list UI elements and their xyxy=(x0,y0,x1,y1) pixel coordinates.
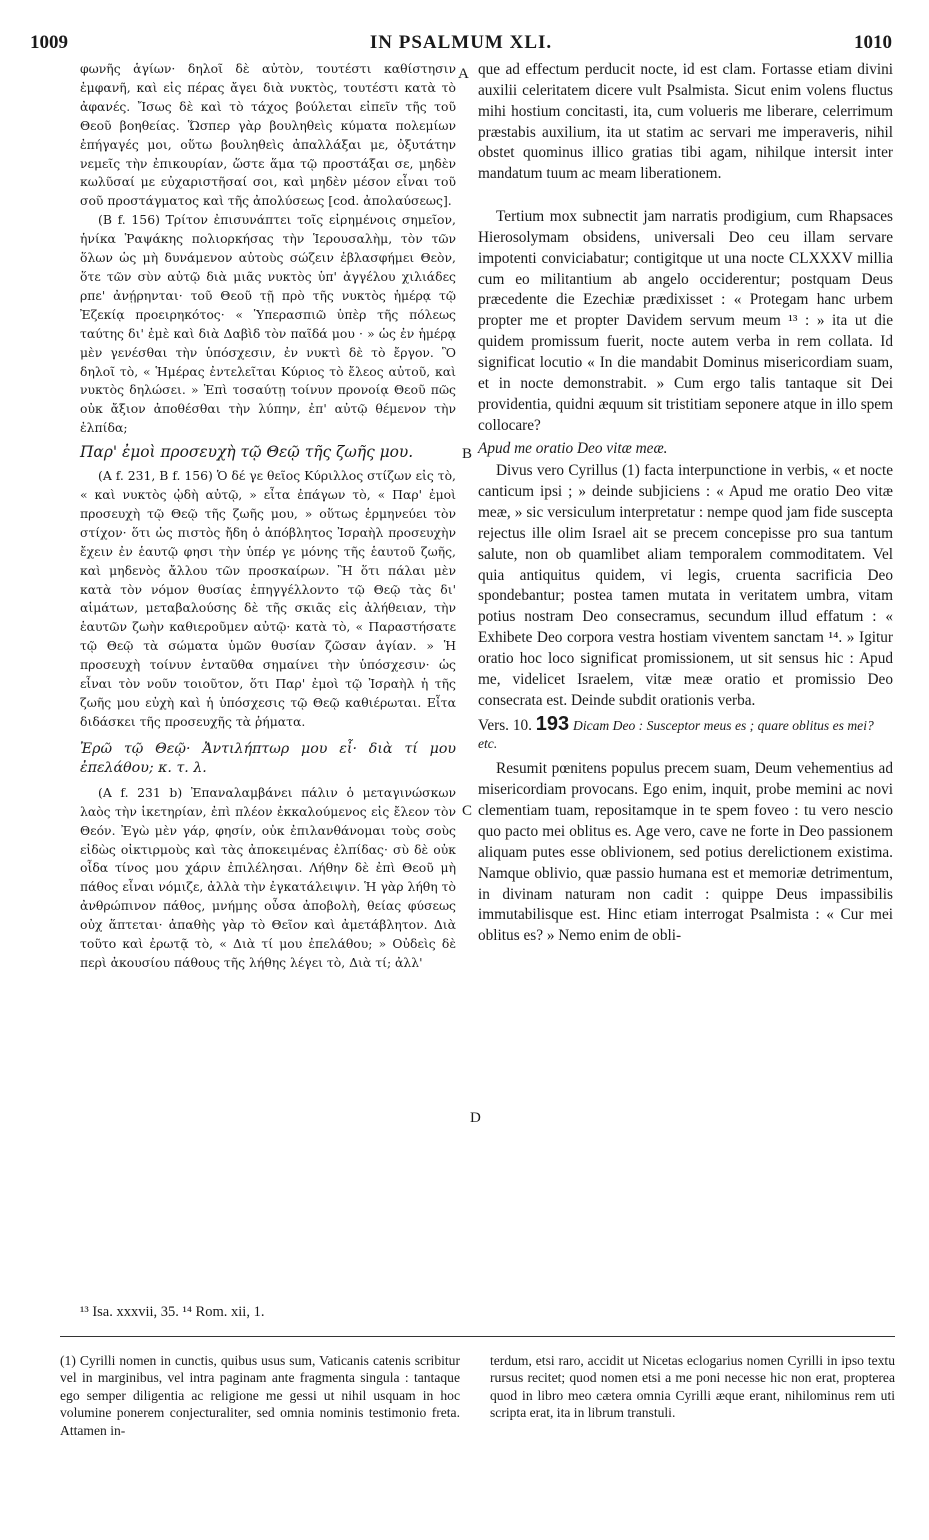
verse-label: Vers. 10. xyxy=(478,717,532,735)
note-left-column xyxy=(60,1352,460,1439)
scripture-references: ¹³ Isa. xxxvii, 35. ¹⁴ Rom. xii, 1. xyxy=(80,1304,265,1320)
left-page-number: 1009 xyxy=(30,32,68,53)
notes-divider xyxy=(60,1336,895,1337)
greek-paragraph-4: (A f. 231 b) Ἐπαναλαμβάνει πάλιν ὁ μεταγινώσκων λαὸς τὴν ἱκετηρίαν, ἐπὶ πλέον ἐκκαλούμενος εἰς ἔλεον τὸν Θεόν. Ἐγὼ μὲν γάρ, φησίν, οὐκ ἐπιλανθάνομαι τοὺς σοὺς εἰδὼς οἰκτιρμοὺς καὶ τὰς ἀποκειμένας ἐλπίδας· σὺ δὲ οὐκ οἶδα τίνος μου χάριν ἐπιλέλησαι. Λήθην δὲ ἐπὶ Θεοῦ μὴ πάθος εἶναι νόμιζε, ἀλλὰ τὴν ἐγκατάλειψιν. Ἡ γὰρ λήθη τὸ ἀνθρώπινον πάθος, μνήμης οὖσα ἀποβολὴ, θείας φύσεως οὐχ ἅπτεται· ἀπαθὴς γὰρ τὸ Θεῖον καὶ ἀμετάβλητον. Διὰ τοῦτο καὶ ἐρωτᾷ τὸ, « Διὰ τί μου ἐπελάθου; » Οὐδεὶς δὲ περὶ ἀκουσίου πάθους τῆς λήθης λέγει τὸ, Διὰ τί; ἀλλ' xyxy=(80,784,456,970)
note-right-column xyxy=(490,1352,895,1422)
greek-paragraph-3: (A f. 231, B f. 156) Ὁ δέ γε θεῖος Κύριλλος στίζων εἰς τὸ, « καὶ νυκτὸς ᾠδὴ αὐτῷ, » εἶτα ἐπάγων τὸ, « Παρ' ἐμοὶ προσευχὴ τῷ Θεῷ τῆς ζωῆς μου, » οὕτως ἑρμηνεύει τὸν στίχον· ὅτι ὡς πιστὸς ἤδη ὁ ἀπόβλητος Ἰσραὴλ προσευχὴν ἔχειν ἐν ἑαυτῷ φησι τὴν ὑπέρ γε μόνης τῆς ἑαυτοῦ ζωῆς, καὶ μηδενὸς ἄλλου τῶν προσκαίρων. Ἢ ὅτι πάλαι μὲν κατὰ τὸν νόμον θυσίας ἐπηγγέλλοντο τῷ Θεῷ τὰς δι' αἱμάτων, μεταβαλούσης δὲ τῆς σκιᾶς εἰς ἀλήθειαν, τὴν ἑαυτῶν ζωὴν καθιεροῦμεν αὐτῷ· κατὰ τὸ, « Παραστήσατε τῷ Θεῷ τὰ σώματα ὑμῶν θυσίαν ζῶσαν ἁγίαν. » Ἡ προσευχὴ τοίνυν ἐνταῦθα σημαίνει τὴν ὑπόσχεσιν· ὡς εἶναι τὸν νοῦν τοιοῦτον, ὅτι Παρ' ἐμοὶ τῷ Ἰσραὴλ ἡ τῆς ζωῆς μου εὐχὴ καὶ ἡ ὑπόσχεσις τῷ Θεῷ καθιέρωται. Εἶτα διδάσκει τῆς προσευχῆς τὰ ῥήματα. xyxy=(80,468,456,729)
verse-text: Dicam Deo : Susceptor meus es ; quare oblitus es mei? etc. xyxy=(478,718,874,752)
greek-paragraph-2: (B f. 156) Τρίτον ἐπισυνάπτει τοῖς εἰρημένοις σημεῖον, ἡνίκα Ῥαψάκης πολιορκήσας τὴν Ἱερουσαλὴμ, τὸν τῶν ὅλων ὡς μὴ δυνάμενον αὐτοὺς σώζειν ἐβλασφήμει Θεὸν, ὅτε τῶν σὺν αὐτῷ διὰ μιᾶς νυκτὸς ὑπ' ἀγγέλου χιλιάδες ρπε' ἀνῄρηνται· τοῦ Θεοῦ τῇ πρὸ τῆς νυκτὸς ἡμέρᾳ τῷ Ἐζεκίᾳ προειρηκότος· « Ὑπερασπιῶ ὑπὲρ τῆς πόλεως ταύτης δι' ἐμὲ καὶ διὰ Δαβὶδ τὸν παῖδά μου · » ὡς ἐν ἡμέρᾳ μὲν γενέσθαι τὴν ὑπόσχεσιν, ἐν νυκτὶ δὲ τὸ ἔργον. Ὃ δηλοῖ τὸ, « Ἡμέρας ἐντελεῖται Κύριος τὸ ἔλεος αὐτοῦ, καὶ νυκτὸς δηλώσει. » Ἐπὶ τοσαύτῃ τοίνυν προνοίᾳ Θεοῦ πῶς οὐκ ἄξιον ἀποθέσθαι τὴν λύπην, ἐπ' αὐτῷ θέμενον τὴν ἐλπίδα; xyxy=(80,212,456,436)
latin-paragraph-4: Resumit pœnitens populus precem suam, Deum vehementius ad misericordiam provocans. Ego enim, inquit, probe memini ac novi clementiam tuam, repositamque in te spem foveo : tu vero nescio quo pacto mei oblitus es. Age vero, cave ne forte in Deo passionem aliquam putes esse oblivionem, sed potius derelictionem existima. Namque oblivio, quæ passio humana est et memoriæ detrimentum, in divinam naturam non cadit : quippe Deus impassibilis immutabilisque est. Hinc etiam interrogat Psalmista : « Cur mei oblitus es? » Nemo enim de obli- xyxy=(478,760,893,945)
margin-letter-a: A xyxy=(458,66,469,82)
right-page-number: 1010 xyxy=(854,32,892,53)
latin-paragraph-3: Divus vero Cyrillus (1) facta interpunctione in verbis, « et nocte canticum ipsi ; » deinde subjiciens : « Apud me oratio Deo vitæ meæ, » sic versiculum interpretatur : nempe quod jam fide suscepta rejectus ille olim Israel ait se precem concepisse pro sua tantum salute, non ob quamlibet aliam temporalem commoditatem. Vel quia antiquitus quidem, vi legis, cruenta sacrificia Deo spondebantur; postea tamen mutata in veritatem umbra, vitam potius nostram Deo consecramus, secundum illud effatum : « Exhibete Deo corpora vestra hostiam viventem sanctam ¹⁴. » Igitur oratio hoc loco significat promissionem, ut sit sensus hic : Apud me, videlicet Israelem, vitæ meæ oratio et promissio Deo consecrata est. Deinde subdit orationis verba. xyxy=(478,462,893,709)
latin-paragraph-2: Tertium mox subnectit jam narratis prodigium, cum Rhapsaces Hierosolymam obsidens, universali Deo ceu illam servare impotenti conviciabatur; contigitque ut una nocte CLXXXV millia cum eo militantium ab angelo occiderentur; postquam Deus præcedente die Ezechiæ prædixisset : « Protegam hanc urbem propter me et propter Davidem servum meum ¹³ : » ita ut die quidem promissum fuerit, nocte autem verba in rem collata. Id significat locutio « In die mandabit Dominus misericordiam suam, et in nocte demonstrabit. » Cum ergo talis tantaque sit Dei providentia, quidni æquum sit tristitiam seponere atque in illo spem collocare? xyxy=(478,208,893,434)
greek-verse-heading-2: Ἐρῶ τῷ Θεῷ· Ἀντιλήπτωρ μου εἶ· διὰ τί μου ἐπελάθου; κ. τ. λ. xyxy=(80,740,456,776)
greek-column xyxy=(80,60,456,973)
note-1-continuation: terdum, etsi raro, accidit ut Nicetas eclogarius nomen Cyrilli in ipso textu rursus recitet; quod nomen etsi a me poni necesse hic non erat, propterea quod in libro meo cætera omnia Cyrilli æque erant, nihilominus rem uti scripta erat, ita in librum transtuli. xyxy=(490,1353,895,1421)
latin-verse-heading-1: Apud me oratio Deo vitæ meæ. xyxy=(478,440,668,458)
running-head xyxy=(30,32,892,58)
running-title: IN PSALMUM XLI. xyxy=(369,32,553,53)
verse-section-number: 193 xyxy=(535,713,570,736)
margin-letter-d: D xyxy=(470,1110,481,1126)
note-1-text: (1) Cyrilli nomen in cunctis, quibus usus sum, Vaticanis catenis scribitur vel in marginibus, vel intra paginam ante fragmenta singula : tantaque ego semper diligentia ac religione me gessi ut nihil usquam in hoc volumine ponerem conjecturaliter, sed omnia nominis testimonio freta. Attamen in- xyxy=(60,1353,460,1438)
latin-column xyxy=(478,60,893,947)
greek-paragraph-1: φωνῆς ἁγίων· δηλοῖ δὲ αὐτὸν, τουτέστι καθίστησιν ἐμφανῆ, καὶ εἰς πέρας ἄγει διὰ νυκτὸς, τουτέστι κατὰ τὸ ἀφανές. Ἴσως δὲ καὶ τὸ τάχος βούλεται εἰπεῖν τῆς τοῦ Θεοῦ βοηθείας. Ὥσπερ γὰρ βουληθεὶς κύματα πολεμίων ἐπήγαγές μοι, οὕτω βουληθεὶς ἀπαλλάξαι με, ὀξυτάτην νεμεῖς τὴν ἐπικουρίαν, ὥστε ἅμα τῷ προστάξαι σε, μηδὲν κωλῦσαί με εὐχαριστῆσαί σοι, καὶ μηδὲν μέσον εἶναι τοῦ σοῦ προστάγματος καὶ τῆς ἀπολύσεως [cod. ἀπολαύσεως]. xyxy=(80,61,456,209)
margin-letter-b: B xyxy=(462,446,473,462)
verse-heading-10 xyxy=(478,715,893,753)
greek-verse-heading-1: Παρ' ἐμοὶ προσευχὴ τῷ Θεῷ τῆς ζωῆς μου. xyxy=(80,443,414,462)
latin-paragraph-1: que ad effectum perducit nocte, id est clam. Fortasse etiam divini auxilii celeritatem dicere vult Psalmista. Sicut enim volens fluctus mihi hostium concitasti, ita, cum volueris me liberare, celerrimum præstabis auxilium, ita ut statim ac servari me imperaveris, nihil obstet quominus illico gratias tibi agam, nihilque intersit inter mandatum tuum ac meam liberationem. xyxy=(478,61,893,183)
margin-letter-c: C xyxy=(462,803,473,819)
